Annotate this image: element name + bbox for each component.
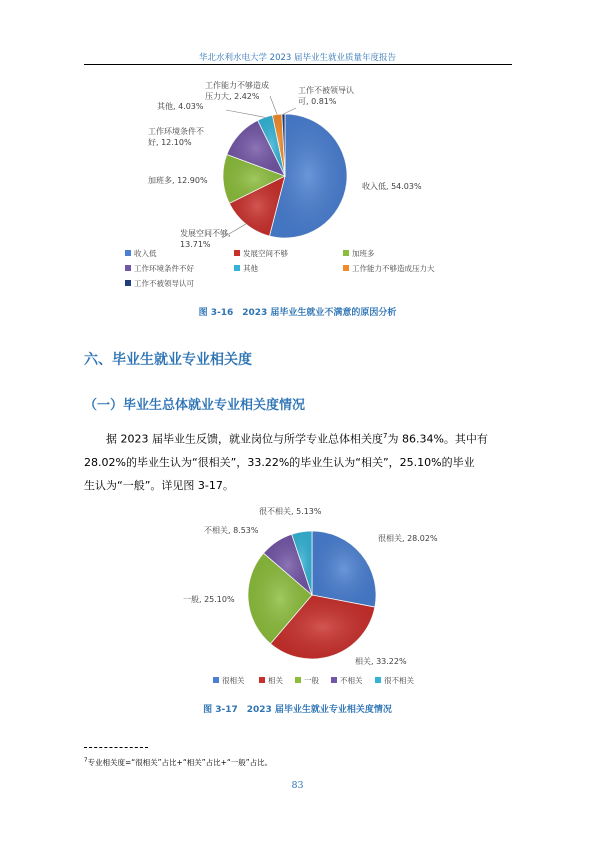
pie-slice-shading-1 — [312, 531, 376, 607]
header-rule — [84, 64, 512, 65]
footnote — [84, 757, 272, 768]
legend-swatch-5 — [375, 677, 381, 683]
data-label-7: 可, 0.81% — [298, 97, 337, 106]
pie-chart-dissatisfaction — [0, 72, 595, 372]
legend-label-6: 工作能力不够造成压力大 — [352, 264, 435, 273]
footnote-number: 7 — [84, 757, 88, 764]
data-label-5: 很不相关, 5.13% — [259, 507, 322, 516]
data-label-3: 一般, 25.10% — [183, 595, 235, 604]
data-label-6: 工作能力不够造成 — [205, 81, 269, 90]
legend-swatch-7 — [125, 280, 131, 286]
pie-chart-relevance — [0, 500, 595, 700]
legend-label-3: 一般 — [304, 676, 319, 685]
para-line-3: 生认为“一般”。详见图 3-17。 — [84, 478, 234, 492]
leader-line-7 — [283, 108, 296, 114]
figure-caption-3-16: 图 3-16 2023 届毕业生就业不满意的原因分析 — [198, 308, 397, 318]
body-paragraph — [84, 425, 514, 497]
legend-swatch-3 — [343, 250, 349, 256]
data-label-4: 工作环境条件不 — [148, 127, 204, 136]
legend-label-5: 其他 — [243, 264, 258, 273]
subsection-heading: （一）毕业生总体就业专业相关度情况 — [84, 398, 306, 413]
data-label-4: 不相关, 8.53% — [204, 526, 259, 535]
legend-label-2: 相关 — [268, 676, 283, 685]
legend-swatch-1 — [125, 250, 131, 256]
figure-caption-3-17: 图 3-17 2023 届毕业生就业专业相关度情况 — [203, 705, 392, 715]
data-label-6: 压力大, 2.42% — [205, 92, 260, 101]
footnote-text: 专业相关度=“很相关”占比+“相关”占比+“一般”占比。 — [87, 758, 273, 767]
data-label-2: 发展空间不够, — [180, 229, 231, 238]
legend-swatch-3 — [295, 677, 301, 683]
legend-swatch-2 — [234, 250, 240, 256]
legend-swatch-1 — [213, 677, 219, 683]
data-label-2: 相关, 33.22% — [355, 657, 407, 666]
legend-label-4: 工作环境条件不好 — [134, 264, 194, 273]
data-label-5: 其他, 4.03% — [157, 102, 204, 111]
data-label-7: 工作不被领导认 — [298, 86, 354, 95]
page-number: 83 — [291, 780, 304, 791]
page-header: 华北水利水电大学 2023 届毕业生就业质量年度报告 — [198, 53, 397, 63]
legend-label-7: 工作不被领导认可 — [134, 279, 194, 288]
legend-swatch-4 — [331, 677, 337, 683]
data-label-4: 好, 12.10% — [148, 138, 192, 147]
leader-line-6 — [270, 96, 277, 114]
legend-label-4: 不相关 — [340, 676, 363, 685]
data-label-2: 13.71% — [180, 240, 211, 249]
legend-label-1: 很相关 — [222, 676, 245, 685]
leader-line-5 — [226, 110, 265, 117]
legend-swatch-2 — [259, 677, 265, 683]
para-line-2: 28.02%的毕业生认为“很相关”，33.22%的毕业生认为“相关”，25.10%的毕业 — [84, 455, 475, 469]
legend-label-2: 发展空间不够 — [243, 249, 288, 258]
footnote-rule — [84, 747, 148, 748]
para-line-1: 据 2023 届毕业生反馈，就业岗位与所学专业总体相关度 — [106, 432, 383, 446]
data-label-1: 很相关, 28.02% — [378, 534, 438, 543]
data-label-1: 收入低, 54.03% — [362, 182, 422, 191]
legend-swatch-4 — [125, 265, 131, 271]
legend-label-5: 很不相关 — [384, 676, 414, 685]
para-line-1-end: 为 86.34%。其中有 — [387, 432, 488, 446]
legend-swatch-6 — [343, 265, 349, 271]
section-heading: 六、毕业生就业专业相关度 — [84, 352, 252, 368]
data-label-3: 加班多, 12.90% — [148, 176, 208, 185]
legend-label-3: 加班多 — [352, 249, 375, 258]
legend-label-1: 收入低 — [134, 249, 157, 258]
legend-swatch-5 — [234, 265, 240, 271]
footnote-ref: 7 — [383, 432, 388, 440]
